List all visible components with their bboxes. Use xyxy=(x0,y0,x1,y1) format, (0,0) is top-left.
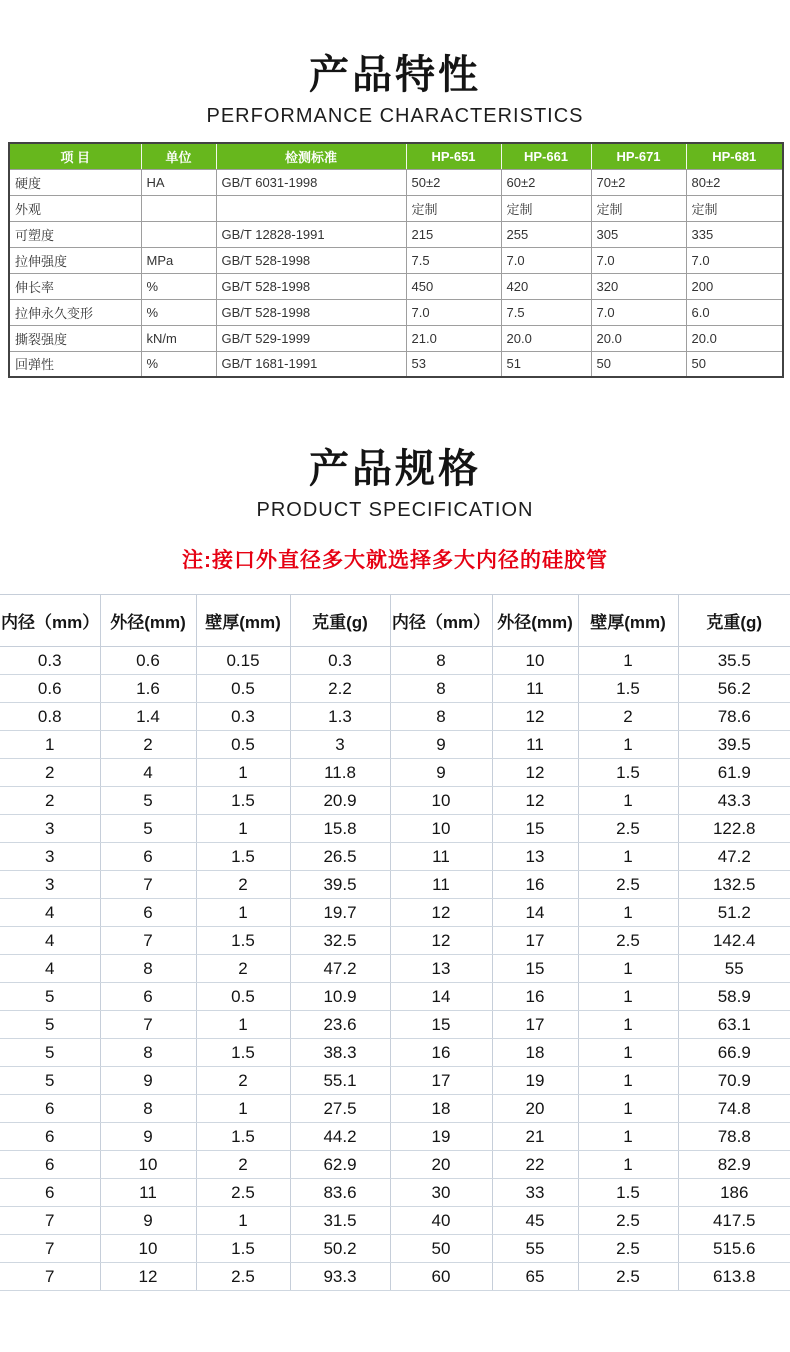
specification-cell: 26.5 xyxy=(290,843,390,871)
specification-cell: 1.5 xyxy=(578,1179,678,1207)
characteristics-cell: 50±2 xyxy=(406,169,501,195)
characteristics-cell: 335 xyxy=(686,221,783,247)
specification-row xyxy=(0,927,790,955)
characteristics-cell: 回弹性 xyxy=(9,351,141,377)
specification-cell: 1 xyxy=(578,955,678,983)
characteristics-cell: 外观 xyxy=(9,195,141,221)
specification-row xyxy=(0,1207,790,1235)
specification-cell: 83.6 xyxy=(290,1179,390,1207)
specification-cell: 9 xyxy=(100,1207,196,1235)
specification-cell: 1 xyxy=(196,1011,290,1039)
characteristics-cell: % xyxy=(141,299,216,325)
specification-cell: 0.6 xyxy=(0,675,100,703)
specification-cell: 15 xyxy=(492,955,578,983)
specification-cell: 7 xyxy=(100,871,196,899)
specification-cell: 60 xyxy=(390,1263,492,1291)
specification-cell: 16 xyxy=(492,871,578,899)
specification-cell: 1.5 xyxy=(196,787,290,815)
characteristics-header-row xyxy=(9,143,783,169)
specification-row xyxy=(0,1263,790,1291)
specification-cell: 1.5 xyxy=(578,759,678,787)
specification-cell: 5 xyxy=(0,983,100,1011)
characteristics-col-header: 检测标准 xyxy=(216,143,406,169)
specification-cell: 1 xyxy=(578,843,678,871)
specification-row xyxy=(0,1095,790,1123)
characteristics-cell: 拉伸永久变形 xyxy=(9,299,141,325)
specification-cell: 2.5 xyxy=(196,1179,290,1207)
characteristics-title-en: PERFORMANCE CHARACTERISTICS xyxy=(206,105,584,127)
characteristics-table xyxy=(8,142,784,378)
specification-cell: 2 xyxy=(578,703,678,731)
specification-cell: 47.2 xyxy=(290,955,390,983)
characteristics-title-cn: 产品特性 xyxy=(309,53,481,97)
specification-cell: 0.5 xyxy=(196,983,290,1011)
characteristics-cell: 7.5 xyxy=(406,247,501,273)
characteristics-cell: 伸长率 xyxy=(9,273,141,299)
specification-cell: 1 xyxy=(578,647,678,675)
characteristics-cell: GB/T 528-1998 xyxy=(216,247,406,273)
specification-cell: 21 xyxy=(492,1123,578,1151)
specification-row xyxy=(0,871,790,899)
specification-cell: 47.2 xyxy=(678,843,790,871)
characteristics-row xyxy=(9,325,783,351)
characteristics-cell: % xyxy=(141,351,216,377)
specification-cell: 15 xyxy=(390,1011,492,1039)
specification-row xyxy=(0,731,790,759)
characteristics-cell: 7.0 xyxy=(406,299,501,325)
specification-cell: 6 xyxy=(100,899,196,927)
specification-cell: 9 xyxy=(100,1067,196,1095)
characteristics-cell xyxy=(141,195,216,221)
characteristics-col-header: 项 目 xyxy=(9,143,141,169)
specification-cell: 613.8 xyxy=(678,1263,790,1291)
specification-row xyxy=(0,1179,790,1207)
characteristics-cell: 420 xyxy=(501,273,591,299)
specification-cell: 2.5 xyxy=(578,1263,678,1291)
specification-cell: 1 xyxy=(578,1011,678,1039)
specification-cell: 0.5 xyxy=(196,731,290,759)
characteristics-cell: GB/T 6031-1998 xyxy=(216,169,406,195)
specification-cell: 5 xyxy=(0,1067,100,1095)
specification-cell: 2 xyxy=(100,731,196,759)
characteristics-cell: 50 xyxy=(686,351,783,377)
specification-cell: 186 xyxy=(678,1179,790,1207)
specification-cell: 78.6 xyxy=(678,703,790,731)
characteristics-cell: 7.0 xyxy=(591,247,686,273)
specification-cell: 2 xyxy=(196,1151,290,1179)
specification-cell: 55 xyxy=(492,1235,578,1263)
specification-cell: 6 xyxy=(0,1151,100,1179)
characteristics-cell: 53 xyxy=(406,351,501,377)
specification-cell: 1.4 xyxy=(100,703,196,731)
specification-col-header: 外径(mm) xyxy=(492,595,578,647)
specification-cell: 1 xyxy=(578,899,678,927)
specification-cell: 19 xyxy=(492,1067,578,1095)
specification-cell: 12 xyxy=(492,759,578,787)
specification-cell: 2.5 xyxy=(578,871,678,899)
specification-row xyxy=(0,1235,790,1263)
section-performance-characteristics xyxy=(0,0,790,378)
specification-cell: 1.6 xyxy=(100,675,196,703)
characteristics-cell: 21.0 xyxy=(406,325,501,351)
specification-row xyxy=(0,1011,790,1039)
specification-col-header: 内径（mm） xyxy=(390,595,492,647)
characteristics-cell: 450 xyxy=(406,273,501,299)
characteristics-col-header: HP-671 xyxy=(591,143,686,169)
characteristics-cell: 20.0 xyxy=(501,325,591,351)
specification-row xyxy=(0,787,790,815)
specification-cell: 12 xyxy=(492,703,578,731)
specification-cell: 5 xyxy=(0,1011,100,1039)
characteristics-cell: 20.0 xyxy=(591,325,686,351)
specification-cell: 1 xyxy=(196,899,290,927)
specification-cell: 2 xyxy=(196,871,290,899)
characteristics-row xyxy=(9,299,783,325)
characteristics-cell: % xyxy=(141,273,216,299)
specification-cell: 20 xyxy=(390,1151,492,1179)
characteristics-cell: kN/m xyxy=(141,325,216,351)
specification-cell: 4 xyxy=(0,927,100,955)
specification-cell: 5 xyxy=(100,787,196,815)
specification-cell: 40 xyxy=(390,1207,492,1235)
specification-cell: 7 xyxy=(0,1207,100,1235)
specification-cell: 20.9 xyxy=(290,787,390,815)
specification-cell: 1.5 xyxy=(196,927,290,955)
specification-cell: 30 xyxy=(390,1179,492,1207)
specification-cell: 2.2 xyxy=(290,675,390,703)
specification-cell: 9 xyxy=(390,759,492,787)
specification-cell: 11 xyxy=(492,731,578,759)
specification-cell: 78.8 xyxy=(678,1123,790,1151)
specification-cell: 0.3 xyxy=(0,647,100,675)
characteristics-cell: 320 xyxy=(591,273,686,299)
characteristics-row xyxy=(9,247,783,273)
specification-cell: 3 xyxy=(0,871,100,899)
specification-cell: 12 xyxy=(390,927,492,955)
characteristics-col-header: HP-681 xyxy=(686,143,783,169)
specification-header-row xyxy=(0,595,790,647)
specification-cell: 18 xyxy=(390,1095,492,1123)
specification-cell: 7 xyxy=(100,1011,196,1039)
specification-cell: 19 xyxy=(390,1123,492,1151)
specification-col-header: 壁厚(mm) xyxy=(196,595,290,647)
specification-cell: 38.3 xyxy=(290,1039,390,1067)
specification-cell: 31.5 xyxy=(290,1207,390,1235)
specification-cell: 32.5 xyxy=(290,927,390,955)
specification-cell: 33 xyxy=(492,1179,578,1207)
specification-cell: 3 xyxy=(290,731,390,759)
specification-cell: 62.9 xyxy=(290,1151,390,1179)
specification-cell: 9 xyxy=(100,1123,196,1151)
specification-cell: 7 xyxy=(0,1235,100,1263)
characteristics-cell: 51 xyxy=(501,351,591,377)
characteristics-cell: GB/T 528-1998 xyxy=(216,299,406,325)
specification-cell: 16 xyxy=(390,1039,492,1067)
specification-cell: 45 xyxy=(492,1207,578,1235)
characteristics-cell: 200 xyxy=(686,273,783,299)
specification-cell: 22 xyxy=(492,1151,578,1179)
specification-cell: 7 xyxy=(0,1263,100,1291)
specification-cell: 0.3 xyxy=(290,647,390,675)
specification-cell: 8 xyxy=(390,675,492,703)
specification-cell: 16 xyxy=(492,983,578,1011)
specification-cell: 74.8 xyxy=(678,1095,790,1123)
specification-cell: 12 xyxy=(100,1263,196,1291)
specification-cell: 35.5 xyxy=(678,647,790,675)
specification-cell: 15.8 xyxy=(290,815,390,843)
characteristics-cell: 拉伸强度 xyxy=(9,247,141,273)
characteristics-cell: GB/T 528-1998 xyxy=(216,273,406,299)
specification-row xyxy=(0,899,790,927)
specification-cell: 17 xyxy=(390,1067,492,1095)
specification-cell: 417.5 xyxy=(678,1207,790,1235)
specification-cell: 1.5 xyxy=(196,843,290,871)
characteristics-cell: GB/T 529-1999 xyxy=(216,325,406,351)
characteristics-cell: 20.0 xyxy=(686,325,783,351)
specification-row xyxy=(0,1067,790,1095)
specification-cell: 12 xyxy=(390,899,492,927)
characteristics-col-header: 单位 xyxy=(141,143,216,169)
specification-cell: 0.8 xyxy=(0,703,100,731)
specification-cell: 15 xyxy=(492,815,578,843)
characteristics-cell: 撕裂强度 xyxy=(9,325,141,351)
specification-cell: 6 xyxy=(0,1179,100,1207)
specification-cell: 6 xyxy=(0,1123,100,1151)
specification-cell: 23.6 xyxy=(290,1011,390,1039)
specification-cell: 1 xyxy=(196,1207,290,1235)
characteristics-row xyxy=(9,195,783,221)
specification-row xyxy=(0,1123,790,1151)
specification-cell: 9 xyxy=(390,731,492,759)
specification-cell: 2 xyxy=(196,1067,290,1095)
specification-cell: 1.3 xyxy=(290,703,390,731)
specification-row xyxy=(0,1039,790,1067)
characteristics-cell: GB/T 1681-1991 xyxy=(216,351,406,377)
specification-cell: 10 xyxy=(100,1235,196,1263)
characteristics-cell: 硬度 xyxy=(9,169,141,195)
specification-cell: 5 xyxy=(100,815,196,843)
specification-cell: 142.4 xyxy=(678,927,790,955)
specification-cell: 66.9 xyxy=(678,1039,790,1067)
characteristics-row xyxy=(9,169,783,195)
specification-cell: 70.9 xyxy=(678,1067,790,1095)
specification-cell: 58.9 xyxy=(678,983,790,1011)
specification-table xyxy=(0,594,790,1291)
specification-cell: 44.2 xyxy=(290,1123,390,1151)
characteristics-cell: 305 xyxy=(591,221,686,247)
specification-cell: 18 xyxy=(492,1039,578,1067)
specification-cell: 2 xyxy=(0,787,100,815)
specification-cell: 27.5 xyxy=(290,1095,390,1123)
specification-cell: 515.6 xyxy=(678,1235,790,1263)
specification-cell: 56.2 xyxy=(678,675,790,703)
characteristics-cell: GB/T 12828-1991 xyxy=(216,221,406,247)
characteristics-cell: 定制 xyxy=(406,195,501,221)
specification-cell: 65 xyxy=(492,1263,578,1291)
specification-cell: 1.5 xyxy=(578,675,678,703)
specification-col-header: 外径(mm) xyxy=(100,595,196,647)
specification-cell: 14 xyxy=(492,899,578,927)
specification-cell: 10 xyxy=(390,787,492,815)
specification-cell: 1 xyxy=(578,731,678,759)
specification-cell: 10 xyxy=(100,1151,196,1179)
specification-cell: 0.15 xyxy=(196,647,290,675)
specification-cell: 1.5 xyxy=(196,1235,290,1263)
specification-cell: 55.1 xyxy=(290,1067,390,1095)
specification-cell: 50.2 xyxy=(290,1235,390,1263)
specification-cell: 1.5 xyxy=(196,1039,290,1067)
specification-cell: 11 xyxy=(100,1179,196,1207)
specification-cell: 1 xyxy=(578,1067,678,1095)
characteristics-cell: 60±2 xyxy=(501,169,591,195)
specification-cell: 3 xyxy=(0,815,100,843)
specification-title-cn: 产品规格 xyxy=(309,447,481,491)
specification-cell: 1 xyxy=(578,1123,678,1151)
specification-cell: 11.8 xyxy=(290,759,390,787)
specification-cell: 1.5 xyxy=(196,1123,290,1151)
characteristics-cell: MPa xyxy=(141,247,216,273)
specification-cell: 61.9 xyxy=(678,759,790,787)
specification-cell: 8 xyxy=(100,955,196,983)
specification-cell: 1 xyxy=(578,1151,678,1179)
specification-cell: 50 xyxy=(390,1235,492,1263)
specification-row xyxy=(0,703,790,731)
specification-cell: 39.5 xyxy=(678,731,790,759)
specification-cell: 2 xyxy=(0,759,100,787)
specification-row xyxy=(0,843,790,871)
specification-row xyxy=(0,1151,790,1179)
characteristics-cell: 215 xyxy=(406,221,501,247)
specification-cell: 2.5 xyxy=(578,1235,678,1263)
characteristics-cell: 定制 xyxy=(501,195,591,221)
specification-cell: 1 xyxy=(578,787,678,815)
specification-cell: 11 xyxy=(390,871,492,899)
specification-cell: 1 xyxy=(196,1095,290,1123)
specification-cell: 17 xyxy=(492,1011,578,1039)
specification-cell: 4 xyxy=(100,759,196,787)
characteristics-cell xyxy=(141,221,216,247)
characteristics-row xyxy=(9,351,783,377)
specification-cell: 4 xyxy=(0,899,100,927)
specification-cell: 82.9 xyxy=(678,1151,790,1179)
specification-cell: 13 xyxy=(390,955,492,983)
specification-cell: 1 xyxy=(196,759,290,787)
specification-cell: 8 xyxy=(390,703,492,731)
specification-cell: 6 xyxy=(100,983,196,1011)
specification-col-header: 克重(g) xyxy=(678,595,790,647)
specification-row xyxy=(0,675,790,703)
specification-cell: 10 xyxy=(492,647,578,675)
characteristics-col-header: HP-661 xyxy=(501,143,591,169)
specification-cell: 8 xyxy=(100,1095,196,1123)
specification-cell: 2.5 xyxy=(578,927,678,955)
specification-cell: 2.5 xyxy=(196,1263,290,1291)
specification-col-header: 内径（mm） xyxy=(0,595,100,647)
specification-row xyxy=(0,759,790,787)
characteristics-cell: 可塑度 xyxy=(9,221,141,247)
characteristics-cell: HA xyxy=(141,169,216,195)
specification-cell: 7 xyxy=(100,927,196,955)
specification-cell: 11 xyxy=(390,843,492,871)
specification-cell: 39.5 xyxy=(290,871,390,899)
specification-cell: 13 xyxy=(492,843,578,871)
specification-cell: 20 xyxy=(492,1095,578,1123)
specification-cell: 51.2 xyxy=(678,899,790,927)
specification-cell: 0.6 xyxy=(100,647,196,675)
specification-cell: 8 xyxy=(390,647,492,675)
specification-col-header: 克重(g) xyxy=(290,595,390,647)
specification-cell: 93.3 xyxy=(290,1263,390,1291)
specification-cell: 2 xyxy=(196,955,290,983)
characteristics-cell: 7.0 xyxy=(501,247,591,273)
specification-cell: 6 xyxy=(100,843,196,871)
specification-col-header: 壁厚(mm) xyxy=(578,595,678,647)
specification-row xyxy=(0,815,790,843)
specification-cell: 1 xyxy=(578,1039,678,1067)
characteristics-cell: 7.0 xyxy=(591,299,686,325)
specification-cell: 1 xyxy=(578,983,678,1011)
specification-cell: 3 xyxy=(0,843,100,871)
specification-cell: 1 xyxy=(0,731,100,759)
characteristics-cell: 80±2 xyxy=(686,169,783,195)
specification-title-en: PRODUCT SPECIFICATION xyxy=(256,499,534,521)
specification-cell: 0.3 xyxy=(196,703,290,731)
characteristics-row xyxy=(9,273,783,299)
specification-row xyxy=(0,647,790,675)
characteristics-cell: 7.5 xyxy=(501,299,591,325)
specification-cell: 2.5 xyxy=(578,1207,678,1235)
specification-row xyxy=(0,983,790,1011)
characteristics-cell: 定制 xyxy=(686,195,783,221)
characteristics-cell xyxy=(216,195,406,221)
characteristics-cell: 50 xyxy=(591,351,686,377)
specification-cell: 55 xyxy=(678,955,790,983)
specification-cell: 11 xyxy=(492,675,578,703)
specification-cell: 1 xyxy=(578,1095,678,1123)
characteristics-table-wrap xyxy=(0,128,790,378)
characteristics-cell: 70±2 xyxy=(591,169,686,195)
specification-cell: 17 xyxy=(492,927,578,955)
specification-note: 注:接口外直径多大就选择多大内径的硅胶管 xyxy=(182,549,608,572)
specification-cell: 6 xyxy=(0,1095,100,1123)
specification-cell: 0.5 xyxy=(196,675,290,703)
characteristics-col-header: HP-651 xyxy=(406,143,501,169)
characteristics-cell: 255 xyxy=(501,221,591,247)
specification-cell: 19.7 xyxy=(290,899,390,927)
specification-cell: 1 xyxy=(196,815,290,843)
specification-cell: 10.9 xyxy=(290,983,390,1011)
specification-row xyxy=(0,955,790,983)
specification-cell: 10 xyxy=(390,815,492,843)
specification-cell: 63.1 xyxy=(678,1011,790,1039)
specification-cell: 12 xyxy=(492,787,578,815)
specification-cell: 132.5 xyxy=(678,871,790,899)
characteristics-cell: 7.0 xyxy=(686,247,783,273)
characteristics-cell: 6.0 xyxy=(686,299,783,325)
specification-cell: 2.5 xyxy=(578,815,678,843)
specification-cell: 5 xyxy=(0,1039,100,1067)
characteristics-cell: 定制 xyxy=(591,195,686,221)
specification-cell: 4 xyxy=(0,955,100,983)
specification-cell: 8 xyxy=(100,1039,196,1067)
specification-cell: 122.8 xyxy=(678,815,790,843)
characteristics-row xyxy=(9,221,783,247)
section-product-specification xyxy=(0,378,790,1291)
specification-cell: 43.3 xyxy=(678,787,790,815)
specification-cell: 14 xyxy=(390,983,492,1011)
